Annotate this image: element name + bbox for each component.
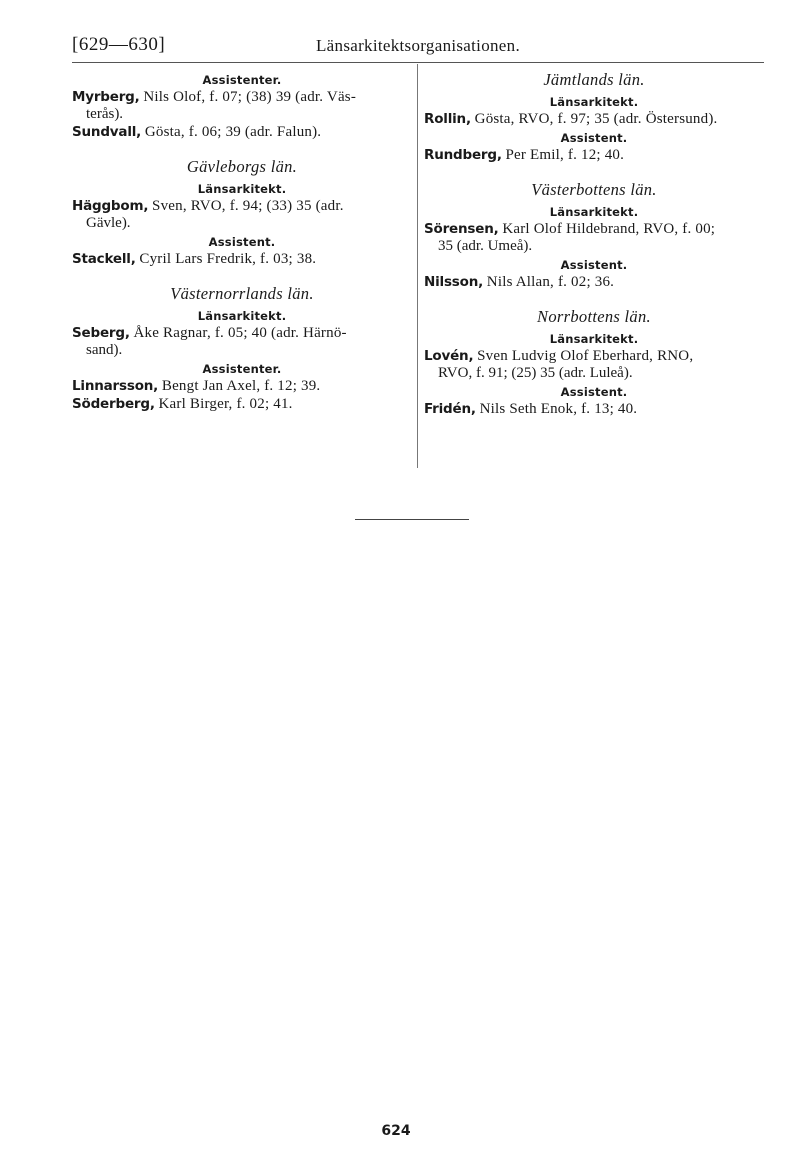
entry-friden	[424, 401, 764, 418]
entry-name: Stackell,	[72, 251, 136, 267]
section-heading: Assistenter.	[202, 73, 282, 87]
entry-continuation: terås).	[86, 106, 124, 122]
entry-nilsson	[424, 274, 764, 291]
section-heading: Assistent.	[208, 235, 276, 249]
entry-name: Söderberg,	[72, 396, 155, 412]
section-heading: Länsarkitekt.	[197, 309, 287, 323]
entry-details: Nils Allan, f. 02; 36.	[486, 274, 615, 290]
entry-seberg	[72, 325, 412, 359]
entry-details: Bengt Jan Axel, f. 12; 39.	[161, 378, 321, 394]
entry-sorensen	[424, 221, 764, 255]
entry-myrberg	[72, 89, 412, 123]
entry-sundvall	[72, 124, 412, 141]
section-heading: Assistent.	[560, 385, 628, 399]
running-title: Länsarkitektsorganisationen.	[315, 36, 520, 55]
page-header	[72, 34, 764, 60]
entry-continuation: sand).	[86, 342, 123, 358]
section-heading: Länsarkitekt.	[549, 205, 639, 219]
section-heading: Länsarkitekt.	[549, 332, 639, 346]
entry-details: Nils Olof, f. 07; (38) 39 (adr. Väs-	[143, 89, 357, 105]
entry-stackell	[72, 251, 412, 268]
section-heading: Assistent.	[560, 131, 628, 145]
column-divider	[417, 64, 418, 468]
county-heading: Jämtlands län.	[543, 70, 645, 89]
entry-details: Gösta, f. 06; 39 (adr. Falun).	[144, 124, 322, 140]
page-range: [629—630]	[72, 34, 166, 55]
entry-name: Sörensen,	[424, 221, 499, 237]
entry-name: Rollin,	[424, 111, 471, 127]
section-heading: Länsarkitekt.	[197, 182, 287, 196]
entry-linnarsson	[72, 378, 412, 395]
header-rule	[72, 62, 764, 63]
entry-continuation: RVO, f. 91; (25) 35 (adr. Luleå).	[438, 365, 633, 381]
entry-name: Lovén,	[424, 348, 474, 364]
entry-name: Myrberg,	[72, 89, 140, 105]
page-number: 624	[381, 1123, 411, 1139]
entry-name: Seberg,	[72, 325, 130, 341]
entry-details: Åke Ragnar, f. 05; 40 (adr. Härnö-	[133, 325, 347, 341]
entry-rollin	[424, 111, 764, 128]
section-heading: Assistenter.	[202, 362, 282, 376]
left-column	[72, 70, 412, 414]
entry-details: Per Emil, f. 12; 40.	[505, 147, 625, 163]
section-heading: Assistent.	[560, 258, 628, 272]
entry-details: Nils Seth Enok, f. 13; 40.	[479, 401, 638, 417]
county-heading: Västernorrlands län.	[170, 284, 314, 303]
entry-loven	[424, 348, 764, 382]
county-heading: Västerbottens län.	[531, 180, 657, 199]
entry-details: Karl Olof Hildebrand, RVO, f. 00;	[502, 221, 716, 237]
entry-name: Nilsson,	[424, 274, 484, 290]
county-heading: Norrbottens län.	[537, 307, 651, 326]
entry-rundberg	[424, 147, 764, 164]
section-end-rule	[355, 519, 469, 520]
entry-name: Fridén,	[424, 401, 476, 417]
entry-details: Karl Birger, f. 02; 41.	[158, 396, 293, 412]
entry-name: Rundberg,	[424, 147, 502, 163]
section-heading: Länsarkitekt.	[549, 95, 639, 109]
entry-details: Cyril Lars Fredrik, f. 03; 38.	[139, 251, 317, 267]
entry-haggbom	[72, 198, 412, 232]
county-heading: Gävleborgs län.	[186, 157, 298, 176]
entry-details: Sven Ludvig Olof Eberhard, RNO,	[477, 348, 694, 364]
entry-name: Sundvall,	[72, 124, 142, 140]
entry-details: Sven, RVO, f. 94; (33) 35 (adr.	[152, 198, 344, 214]
entry-continuation: 35 (adr. Umeå).	[438, 238, 533, 254]
entry-name: Linnarsson,	[72, 378, 159, 394]
right-column	[424, 70, 764, 419]
entry-continuation: Gävle).	[86, 215, 131, 231]
entry-name: Häggbom,	[72, 198, 149, 214]
entry-soderberg	[72, 396, 412, 413]
entry-details: Gösta, RVO, f. 97; 35 (adr. Östersund).	[474, 111, 718, 127]
